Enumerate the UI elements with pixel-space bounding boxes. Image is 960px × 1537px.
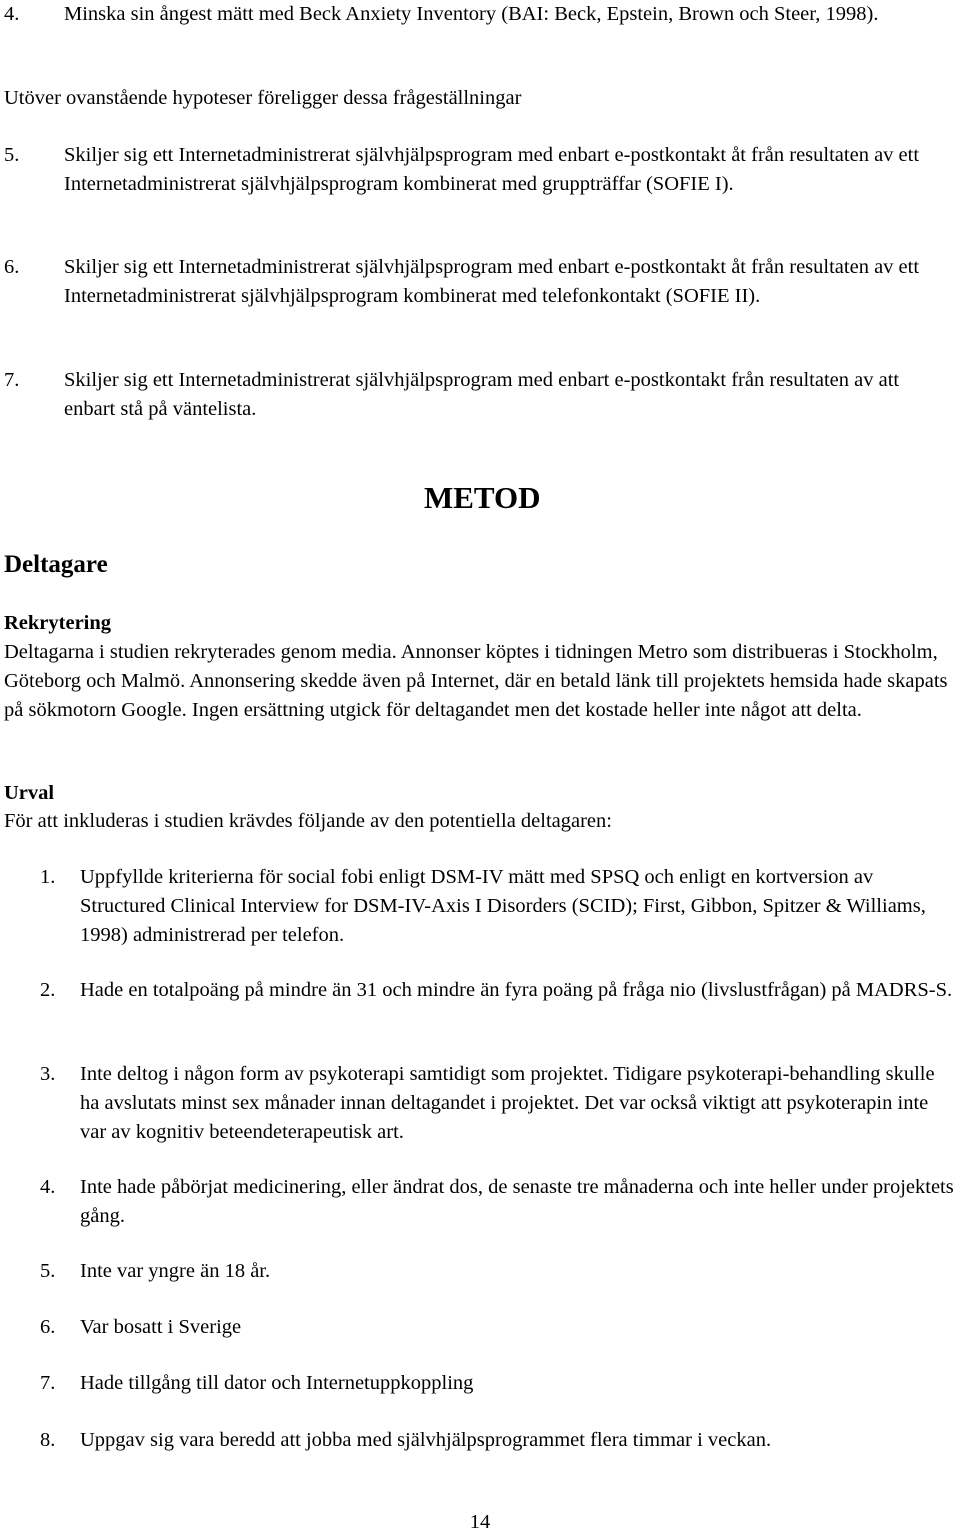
heading-metod: METOD	[424, 480, 541, 515]
urval-intro: För att inkluderas i studien krävdes följande av den potentiella deltagaren:	[4, 810, 612, 832]
list-number: 4.	[40, 1176, 56, 1198]
list-number: 5.	[40, 1260, 56, 1282]
list-number: 4.	[4, 3, 20, 25]
list-number: 7.	[4, 369, 20, 391]
list-item-text: Skiljer sig ett Internetadministrerat självhjälpsprogram med enbart e-postkontakt åt från resultaten av ett Internetadministrerat självhjälpsprogram kombinerat med telefonkontakt (SOFIE II).	[64, 256, 920, 307]
list-number: 5.	[4, 144, 20, 166]
list-item-text: Hade en totalpoäng på mindre än 31 och mindre än fyra poäng på fråga nio (livslustfrågan) på MADRS-S.	[80, 979, 953, 1001]
heading-rekrytering: Rekrytering	[4, 612, 112, 634]
list-item-text: Inte var yngre än 18 år.	[80, 1260, 271, 1282]
list-item-text: Inte hade påbörjat medicinering, eller ändrat dos, de senaste tre månaderna och inte heller under projektets gång.	[80, 1176, 954, 1227]
list-item-text: Var bosatt i Sverige	[80, 1316, 242, 1338]
list-item-text: Inte deltog i någon form av psykoterapi samtidigt som projektet. Tidigare psykoterapi-behandling skulle ha avslutats minst sex månader innan deltagandet i projektet. Det var också viktigt att psykoterapin inte var av kognitiv beteendeterapeutisk art.	[80, 1063, 935, 1143]
list-item-text: Hade tillgång till dator och Internetuppkoppling	[80, 1372, 474, 1394]
rekrytering-paragraph: Deltagarna i studien rekryterades genom media. Annonser köptes i tidningen Metro som distribueras i Stockholm, Göteborg och Malmö. Annonsering skedde även på Internet, där en betald länk till projektets hemsida hade skapats på sökmotorn Google. Ingen ersättning utgick för deltagandet men det kostade heller inte något att delta.	[4, 641, 948, 721]
list-item-text: Uppfyllde kriterierna för social fobi enligt DSM-IV mätt med SPSQ och enligt en kortversion av Structured Clinical Interview for DSM-IV-Axis I Disorders (SCID); First, Gibbon, Spitzer & Williams, 1998) administrerad per telefon.	[80, 866, 926, 946]
list-item-text: Minska sin ångest mätt med Beck Anxiety Inventory (BAI: Beck, Epstein, Brown och Steer, 1998).	[64, 3, 879, 25]
list-number: 2.	[40, 979, 56, 1001]
list-item-text: Uppgav sig vara beredd att jobba med självhjälpsprogrammet flera timmar i veckan.	[80, 1429, 772, 1451]
intro-paragraph: Utöver ovanstående hypoteser föreligger dessa frågeställningar	[4, 87, 522, 109]
list-number: 8.	[40, 1429, 56, 1451]
list-item-text: Skiljer sig ett Internetadministrerat självhjälpsprogram med enbart e-postkontakt åt från resultaten av ett Internetadministrerat självhjälpsprogram kombinerat med gruppträffar (SOFIE I).	[64, 144, 920, 195]
list-number: 6.	[4, 256, 20, 278]
heading-deltagare: Deltagare	[4, 551, 108, 578]
list-number: 6.	[40, 1316, 56, 1338]
heading-urval: Urval	[4, 782, 55, 804]
list-item-text: Skiljer sig ett Internetadministrerat självhjälpsprogram med enbart e-postkontakt från resultaten av att enbart stå på väntelista.	[64, 369, 900, 420]
list-number: 1.	[40, 866, 56, 888]
page-number: 14	[469, 1511, 491, 1533]
list-number: 3.	[40, 1063, 56, 1085]
list-number: 7.	[40, 1372, 56, 1394]
